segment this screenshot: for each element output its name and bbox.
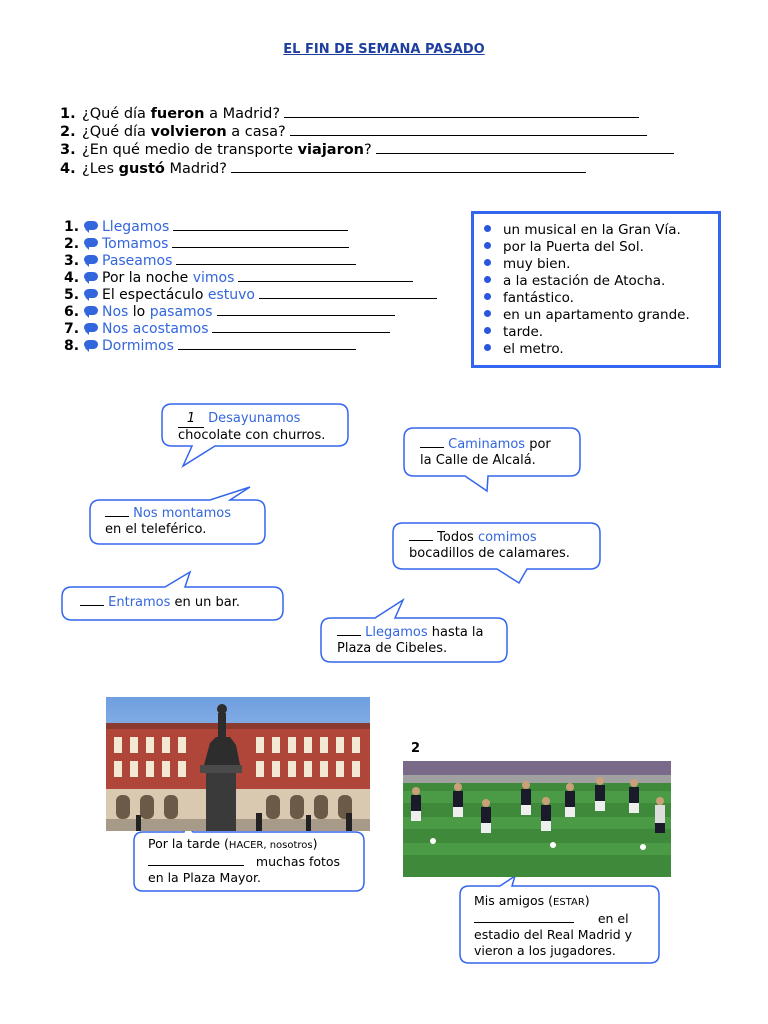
match-number: 8.: [64, 338, 80, 354]
bubble-text: bocadillos de calamares.: [409, 546, 570, 561]
match-verb: Nos: [102, 304, 129, 320]
answer-blank[interactable]: [409, 540, 433, 541]
match-text: Por la noche: [102, 270, 193, 286]
answer-blank[interactable]: [148, 865, 244, 866]
answer-blank[interactable]: [337, 635, 361, 636]
match-verb: Tomamos: [102, 236, 169, 252]
bubble-6: [337, 625, 484, 657]
match-number: 5.: [64, 287, 80, 303]
question-text: Madrid?: [164, 161, 227, 177]
caption-verb-hint: ESTAR: [553, 897, 585, 908]
question-number: 2.: [60, 124, 76, 140]
player-figure: [595, 777, 605, 811]
caption-text: Mis amigos (: [474, 893, 553, 908]
question-verb: volvieron: [150, 124, 227, 140]
caption-text: muchas fotos: [255, 854, 341, 869]
bubble-verb: Llegamos: [365, 625, 428, 640]
bubble-text: Plaza de Cibeles.: [337, 641, 448, 656]
bubble-4: [409, 530, 570, 562]
option-text: muy bien.: [503, 256, 571, 272]
option-text: fantástico.: [503, 290, 574, 306]
answer-number: 1: [186, 411, 196, 426]
bubble-text: en el teleférico.: [105, 522, 207, 537]
match-number: 7.: [64, 321, 80, 337]
bubble-text: hasta la: [427, 625, 484, 640]
bubble-2: [420, 437, 551, 469]
bubble-5: [80, 595, 240, 611]
match-verb: Nos acostamos: [102, 321, 209, 337]
option-text: por la Puerta del Sol.: [503, 239, 644, 255]
match-number: 4.: [64, 270, 80, 286]
answer-blank[interactable]: [420, 447, 444, 448]
caption-text: vieron a los jugadores.: [474, 943, 616, 958]
caption-text: ): [312, 836, 318, 851]
plaza-mayor-photo: [106, 697, 370, 831]
match-text: El espectáculo: [102, 287, 208, 303]
bubble-text: la Calle de Alcalá.: [420, 453, 536, 468]
option-text: a la estación de Atocha.: [503, 273, 666, 289]
bubble-text: Todos: [433, 530, 478, 545]
question-text: a casa?: [226, 124, 286, 140]
question-text: ¿Les: [82, 161, 119, 177]
player-figure: [411, 787, 421, 821]
bubble-verb: Caminamos: [448, 437, 526, 452]
option-text: en un apartamento grande.: [503, 307, 690, 323]
caption-1: [148, 836, 340, 886]
caption-text: Por la tarde (: [148, 836, 229, 851]
player-figure: [453, 783, 463, 817]
match-number: 6.: [64, 304, 80, 320]
bubble-verb: Entramos: [108, 595, 171, 610]
match-verb: pasamos: [149, 304, 213, 320]
question-number: 3.: [60, 142, 76, 158]
player-figure: [565, 783, 575, 817]
option-text: tarde.: [503, 324, 544, 340]
question-text: a Madrid?: [204, 106, 281, 122]
question-text: ?: [364, 142, 372, 158]
match-verb: estuvo: [207, 287, 255, 303]
caption-text: ): [584, 893, 590, 908]
question-verb: gustó: [118, 161, 165, 177]
player-figure: [655, 797, 665, 833]
question-text: ¿Qué día: [82, 124, 151, 140]
player-figure: [481, 799, 491, 833]
answer-blank[interactable]: [474, 922, 574, 923]
bubble-3: [105, 506, 231, 538]
caption-text: en la Plaza Mayor.: [148, 870, 262, 885]
match-number: 2.: [64, 236, 80, 252]
question-number: 4.: [60, 161, 76, 177]
bubble-1: [178, 411, 325, 444]
answer-blank[interactable]: [178, 411, 204, 428]
bubble-verb: comimos: [477, 530, 537, 545]
question-verb: fueron: [150, 106, 205, 122]
answer-blank[interactable]: [105, 516, 129, 517]
match-verb: Llegamos: [102, 219, 170, 235]
caption-text: en el: [597, 911, 629, 926]
caption-2: [474, 893, 646, 959]
option-text: el metro.: [503, 341, 564, 357]
bubble-text: en un bar.: [170, 595, 241, 610]
player-figure: [541, 797, 551, 831]
match-verb: vimos: [192, 270, 235, 286]
match-number: 3.: [64, 253, 80, 269]
photo-2-label: 2: [411, 741, 421, 756]
bubble-verb: Nos montamos: [133, 506, 232, 521]
question-text: ¿Qué día: [82, 106, 151, 122]
match-verb: Paseamos: [102, 253, 173, 269]
stadium-photo: [403, 761, 671, 877]
question-text: ¿En qué medio de transporte: [82, 142, 298, 158]
option-text: un musical en la Gran Vía.: [503, 222, 681, 238]
player-figure: [629, 779, 639, 813]
caption-text: estadio del Real Madrid y: [474, 927, 633, 942]
match-text: lo: [128, 304, 150, 320]
bubble-verb: Desayunamos: [208, 411, 301, 426]
player-figure: [521, 781, 531, 815]
bubble-text: chocolate con churros.: [178, 428, 326, 443]
answer-blank[interactable]: [80, 605, 104, 606]
caption-verb-hint: HACER, nosotros: [228, 840, 313, 851]
page-title: EL FIN DE SEMANA PASADO: [283, 42, 485, 57]
question-number: 1.: [60, 106, 76, 122]
bubble-text: por: [525, 437, 551, 452]
match-verb: Dormimos: [102, 338, 174, 354]
match-number: 1.: [64, 219, 80, 235]
question-verb: viajaron: [297, 142, 365, 158]
